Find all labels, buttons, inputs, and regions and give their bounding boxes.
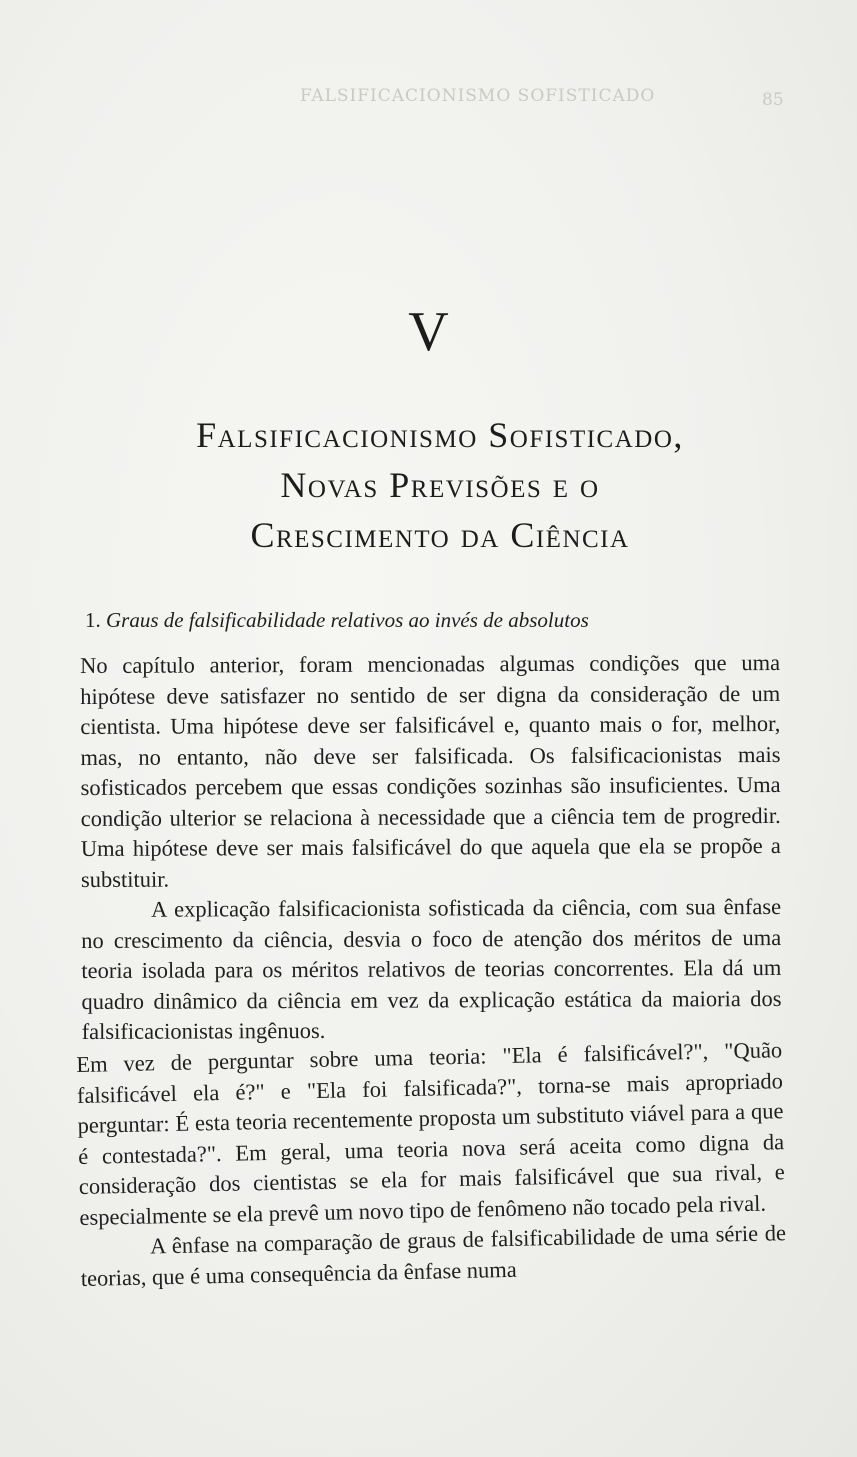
paragraph-3: A ênfase na comparação de graus de falsificabilidade de uma série de teorias, que é uma consequência da ênfase numa	[80, 1220, 787, 1291]
paragraph-1: No capítulo anterior, foram mencionadas algumas condições que uma hipótese deve satisfazer no sentido de ser digna da consideração de um cientista. Uma hipótese deve ser falsificável e, quanto mais o for, melhor, mas, no entanto, não deve ser falsificada. Os falsificacionistas mais sofisticados percebem que essas condições sozinhas são insuficientes. Uma condição ulterior se relaciona à necessidade que a ciência tem de progredir. Uma hipótese deve ser mais falsificável do que aquela que ela se propõe a substituir.	[80, 649, 781, 892]
section-title: Graus de falsificabilidade relativos ao invés de absolutos	[106, 608, 589, 632]
running-header: FALSIFICACIONISMO SOFISTICADO	[300, 86, 656, 106]
paragraph-2: A explicação falsificacionista sofisticada da ciência, com sua ênfase no crescimento da ciência, desvia o foco de atenção dos méritos de uma teoria isolada para os méritos relativos de teorias concorrentes. Ela dá um quadro dinâmico da ciência em vez da explicação estática da maioria dos falsificacionistas ingênuos.	[81, 893, 782, 1044]
section-heading	[85, 608, 589, 633]
chapter-title-line-3: Crescimento da Ciência	[250, 515, 630, 555]
chapter-title-line-2: Novas Previsões e o	[280, 465, 600, 505]
paragraph-2-continued: Em vez de perguntar sobre uma teoria: "Ela é falsificável?", "Quão falsificável ela é?" e "Ela foi falsificada?", torna-se mais apropriado perguntar: É esta teoria recentemente proposta um substituto viável para a que é contestada?". Em geral, uma teoria nova será aceita como digna da consideração dos cientistas se ela for mais falsificável que sua rival, e especialmente se ela prevê um novo tipo de fenômeno não tocado pela rival.	[76, 1037, 785, 1230]
chapter-number: V	[408, 301, 449, 363]
body-text-lower	[76, 1035, 787, 1294]
body-text-upper	[80, 648, 782, 1048]
section-number: 1.	[85, 608, 101, 632]
chapter-title-line-1: Falsificacionismo Sofisticado,	[196, 415, 684, 455]
chapter-title	[60, 410, 820, 560]
page-number: 85	[762, 90, 784, 110]
